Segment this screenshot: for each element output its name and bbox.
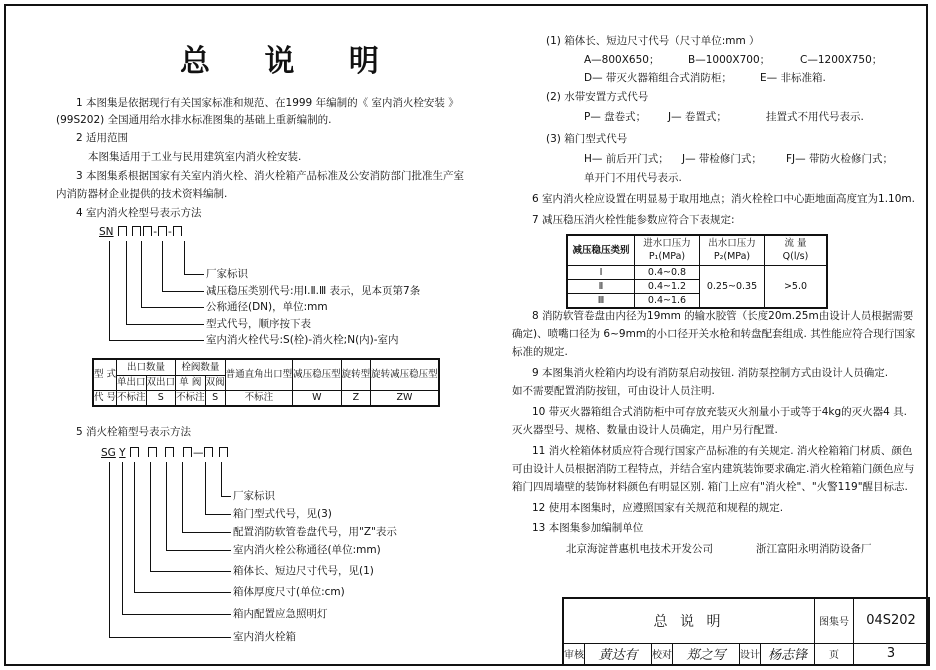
table-row: Ⅱ 0.4~1.2: [567, 279, 827, 293]
para-1a: 1 本图集是依据现行有关国家标准和规范、在1999 年编制的《 室内消火栓安装 》: [76, 97, 459, 109]
sg-label-maker: 厂家标识: [233, 490, 275, 502]
title-block-name: 总 说 明: [563, 598, 815, 643]
para-5: 5 消火栓箱型号表示方法: [76, 426, 192, 438]
para-11b: 可由设计人员根据消防工程特点，并结合室内建筑装饰要求确定.消火栓箱箱门颜色应与: [512, 463, 915, 475]
para-8a: 8 消防软管卷盘由内径为19mm 的输水胶管（长度20m.25m由设计人员根据需要: [532, 310, 914, 322]
para-7: 7 减压稳压消火栓性能参数应符合下表规定:: [532, 214, 735, 226]
check-label: 校对: [652, 643, 673, 665]
page-number: 3: [854, 643, 930, 665]
para-13: 13 本图集参加编制单位: [532, 522, 644, 534]
sg-label-dn: 室内消火栓公称通径(单位:mm): [233, 544, 381, 556]
para-3b: 内消防器材企业提供的技术资料编制.: [56, 188, 228, 200]
sg-label-size: 箱体长、短边尺寸代号，见(1): [233, 565, 374, 577]
check-signature: 郑之写: [673, 643, 740, 665]
review-signature: 黄达有: [585, 643, 652, 665]
design-signature: 杨志锋: [761, 643, 815, 665]
header-rotary: 旋转型: [341, 359, 371, 390]
performance-table: 减压稳压类别 进水口压力 P₁(MPa) 出水口压力 P₂(MPa) 流 量 Q(l/s) Ⅰ 0.4~0.8 0.25~0.35 >5.0 Ⅱ 0.4~1.2 Ⅲ 0.4~1.6: [566, 234, 828, 309]
para-2: 2 适用范围: [76, 132, 129, 144]
sub-3: (3) 箱门型式代号: [546, 133, 628, 145]
header-outlet-count: 出口数量: [117, 359, 176, 375]
para-9b: 如不需要配置消防按钮，可由设计人员注明.: [512, 385, 715, 397]
para-10a: 10 带灭火器箱组合式消防柜中可存放充装灭火剂量小于或等于4kg的灭火器4 具.: [532, 406, 907, 418]
sg-label-door-type: 箱门型式代号，见(3): [233, 508, 332, 520]
sg-label-box: 室内消火栓箱: [233, 631, 296, 643]
title-block: [562, 597, 930, 666]
para-10b: 灭火器型号、规格、数量由设计人员确定，用户另行配置.: [512, 424, 778, 436]
atlas-number: 04S202: [854, 598, 930, 643]
sn-label-maker: 厂家标识: [206, 268, 248, 280]
table-row: Ⅲ 0.4~1.6: [567, 293, 827, 308]
para-6: 6 室内消火栓应设置在明显易于取用地点；消火栓栓口中心距地面高度宜为1.10m.: [532, 193, 915, 205]
sg-label-light: 箱内配置应急照明灯: [233, 608, 328, 620]
para-11c: 箱门四周墙壁的装饰材料颜色有明显区别. 箱门上应有"消火栓"、"火警119"醒目标志.: [512, 481, 908, 493]
org-beijing: 北京海淀普惠机电技术开发公司: [566, 543, 713, 555]
table-row-codes: 代 号 不标注 S 不标注 S 不标注 W Z ZW: [93, 390, 439, 406]
page-title: 总 说 明: [180, 44, 401, 79]
sub-2: (2) 水带安置方式代号: [546, 91, 649, 103]
atlas-label: 图集号: [815, 598, 854, 643]
sn-label-dn: 公称通径(DN)，单位:mm: [206, 301, 328, 313]
para-8c: 标准的规定.: [512, 346, 568, 358]
header-rotary-reducing: 旋转减压稳压型: [371, 359, 439, 390]
header-type: 型 式: [93, 359, 117, 390]
sn-code: SN - -: [99, 225, 183, 239]
review-label: 审核: [563, 643, 585, 665]
para-4: 4 室内消火栓型号表示方法: [76, 207, 202, 219]
hydrant-type-table: 型 式 出口数量 栓阀数量 普通直角出口型 减压稳压型 旋转型 旋转减压稳压型 单出口 双出口 单 阀 双阀 代 号 不标注 S 不标注 S 不标注 W Z ZW: [92, 358, 440, 407]
sn-label-code: 室内消火栓代号:S(栓)-消火栓;N(内)-室内: [206, 334, 399, 346]
sg-label-thickness: 箱体厚度尺寸(单位:cm): [233, 586, 345, 598]
org-zhejiang: 浙江富阳永明消防设备厂: [756, 543, 872, 555]
sg-label-hose-reel: 配置消防软管卷盘代号，用"Z"表示: [233, 526, 397, 538]
header-valve-count: 栓阀数量: [176, 359, 226, 375]
header-standard: 普通直角出口型: [225, 359, 293, 390]
para-3a: 3 本图集系根据国家有关室内消火栓、消火栓箱产品标准及公安消防部门批准生产室: [76, 170, 465, 182]
para-1b: (99S202) 全国通用给水排水标准图集的基础上重新编制的.: [56, 114, 332, 126]
table-row: Ⅰ 0.4~0.8 0.25~0.35 >5.0: [567, 265, 827, 279]
para-12: 12 使用本图集时，应遵照国家有关规范和规程的规定.: [532, 502, 784, 514]
sg-code: SG Y —: [101, 446, 229, 460]
para-2b: 本图集适用于工业与民用建筑室内消火栓安装.: [88, 151, 302, 163]
page-label: 页: [815, 643, 854, 665]
sn-label-pressure-class: 减压稳压类别代号:用Ⅰ.Ⅱ.Ⅲ 表示，见本页第7条: [206, 285, 421, 297]
header-reducing: 减压稳压型: [293, 359, 342, 390]
design-label: 设计: [740, 643, 761, 665]
sn-label-type: 型式代号，顺序按下表: [206, 318, 311, 330]
para-8b: 确定)、喷嘴口径为 6~9mm的小口径开关水枪和转盘配套组成. 其性能应符合现行国家: [512, 328, 916, 340]
sub-1: (1) 箱体长、短边尺寸代号（尺寸单位:mm ）: [546, 35, 760, 47]
para-11a: 11 消火栓箱体材质应符合现行国家产品标准的有关规定. 消火栓箱箱门材质、颜色: [532, 445, 913, 457]
para-9a: 9 本图集消火栓箱内均设有消防泵启动按钮. 消防泵控制方式由设计人员确定.: [532, 367, 889, 379]
